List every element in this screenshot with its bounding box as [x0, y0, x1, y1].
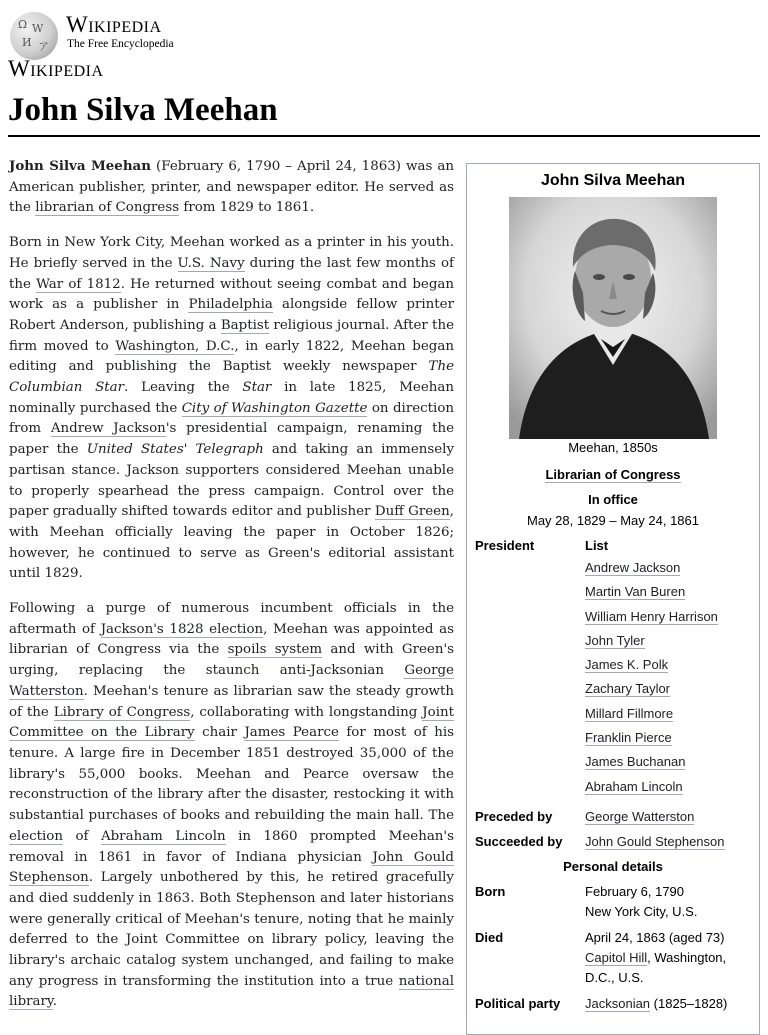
link-war-of-1812[interactable]: War of 1812: [36, 276, 121, 292]
link-president[interactable]: John Tyler: [585, 632, 645, 648]
text: . He returned without seeing combat and began work as a publisher in: [9, 276, 455, 313]
link-washington-dc[interactable]: Washington, D.C.: [115, 338, 235, 354]
text: , Washington, D.C., U.S.: [585, 950, 727, 985]
site-header: [8, 8, 760, 82]
text: alongside fellow printer Robert Anderson, publishing a: [9, 297, 454, 333]
text: Following a purge of numerous incumbent officials in the aftermath of: [9, 601, 454, 637]
link-librarian-of-congress[interactable]: librarian of Congress: [35, 200, 180, 216]
preceded-label: Preceded by: [475, 809, 553, 824]
text: . Largely unbothered by this, he retired gracefully and died suddenly in 1863. Both Stephenson and later historians were generally critical of Meehan's tenure, noting that he mainly deferred to the Joint Committee on library policy, leaving the library's archaic catalog system unchanged, and failing to make any progress in transforming the institution into a true: [9, 870, 454, 989]
died-date: April 24, 1863 (aged 73): [585, 930, 725, 945]
paragraph-librarian: [9, 599, 454, 1013]
link-duff-green[interactable]: Duff Green: [374, 504, 450, 520]
link-jacksons-1828-election[interactable]: Jackson's 1828 election: [100, 621, 264, 637]
in-office-label: In office: [588, 492, 638, 507]
tagline: The Free Encyclopedia: [67, 38, 174, 50]
portrait-image[interactable]: [509, 197, 717, 439]
text: (1825–1828): [650, 996, 728, 1011]
succeeded-value: [585, 832, 725, 852]
article-body: [9, 156, 454, 1027]
link-us-navy[interactable]: U.S. Navy: [177, 255, 245, 271]
died-label: Died: [475, 930, 504, 945]
party-label: Political party: [475, 996, 561, 1011]
born-value: [585, 882, 697, 922]
president-list-toggle[interactable]: List: [585, 538, 609, 553]
link-president[interactable]: William Henry Harrison: [585, 608, 718, 624]
link-national-library[interactable]: national library: [9, 973, 454, 1010]
link-spoils-system[interactable]: spoils system: [227, 642, 323, 658]
paragraph-intro: [9, 156, 454, 219]
text: .: [52, 994, 57, 1010]
list-item: [585, 560, 718, 584]
link-preceded-by[interactable]: George Watterston: [585, 809, 695, 824]
infobox: [466, 163, 760, 1035]
text: , Meehan was appointed as librarian of Congress via the: [9, 621, 454, 658]
list-item: [585, 754, 718, 778]
link-office-librarian-of-congress[interactable]: Librarian of Congress: [545, 467, 681, 482]
died-value: [585, 928, 745, 988]
preceded-value: [585, 807, 694, 827]
born-place: New York City, U.S.: [585, 904, 698, 919]
succeeded-label: Succeeded by: [475, 834, 563, 849]
link-president[interactable]: Abraham Lincoln: [585, 778, 683, 794]
text: 's presidential campaign, renaming the paper the: [9, 421, 454, 458]
link-philadelphia[interactable]: Philadelphia: [188, 297, 273, 313]
subject-name: John Silva Meehan: [9, 158, 151, 174]
text: for most of his tenure. A large fire in December 1851 destroyed 35,000 of the library's 55,000 books. Meehan and Pearce oversaw the reconstruction of the library after the disaster, restocking it with substantial purchases of books and rebuilding the main hall. The: [9, 725, 454, 824]
link-president[interactable]: Andrew Jackson: [585, 560, 681, 575]
paragraph-early-life: [9, 233, 454, 585]
list-item: [585, 706, 718, 730]
portrait-svg: [509, 197, 717, 439]
text: on direction from: [9, 400, 455, 437]
link-president[interactable]: James K. Polk: [585, 657, 669, 673]
link-library-of-congress[interactable]: Library of Congress: [53, 704, 191, 720]
link-george-watterston[interactable]: George Watterston: [9, 663, 454, 699]
title-divider: [8, 135, 760, 137]
list-item: [585, 730, 718, 754]
title-star: Star: [242, 380, 272, 396]
page-title: John Silva Meehan: [8, 92, 278, 128]
born-label: Born: [475, 884, 506, 899]
list-item: [585, 633, 718, 657]
died-place: [585, 948, 745, 988]
infobox-title: John Silva Meehan: [540, 172, 686, 189]
list-item: [585, 609, 718, 633]
president-list: [585, 560, 718, 803]
link-john-gould-stephenson[interactable]: John Gould Stephenson: [9, 849, 454, 886]
list-item: [585, 584, 718, 608]
text: (February 6, 1790 – April 24, 1863) was an American publisher, printer, and newspaper editor. He served as the: [9, 159, 455, 216]
link-election[interactable]: election: [9, 828, 63, 844]
list-item: [585, 681, 718, 705]
wordmark[interactable]: Wikipedia: [66, 12, 162, 37]
text: . Meehan's tenure as librarian saw the steady growth of the: [9, 683, 454, 720]
term-dates: May 28, 1829 – May 24, 1861: [526, 513, 699, 528]
title-united-states-telegraph: United States' Telegraph: [86, 442, 264, 458]
personal-details-header: Personal details: [563, 859, 663, 874]
party-value: [585, 994, 727, 1014]
text: and taking an immensely partisan stance. Jackson supporters considered Meehan unable to properly spearhead the press campaign. Control over the paper gradually shifted towards editor and publisher: [9, 442, 455, 520]
link-abraham-lincoln[interactable]: Abraham Lincoln: [100, 828, 226, 844]
link-president[interactable]: Zachary Taylor: [585, 681, 671, 697]
text: Born in New York City, Meehan worked as a printer in his youth. He briefly served in the: [9, 235, 454, 271]
title-columbian-star: The Columbian Star: [9, 359, 454, 396]
link-james-pearce[interactable]: James Pearce: [244, 725, 339, 741]
text: , with Meehan officially leaving the paper in October 1826; however, he continued to serve as Green's editorial assistant until 1829.: [9, 504, 454, 582]
link-baptist[interactable]: Baptist: [220, 317, 270, 333]
list-item: [585, 657, 718, 681]
link-capitol-hill[interactable]: Capitol Hill: [585, 950, 648, 965]
link-president[interactable]: Franklin Pierce: [585, 730, 672, 746]
wikipedia-globe-icon[interactable]: Ω W И ア: [10, 12, 58, 60]
link-andrew-jackson[interactable]: Andrew Jackson: [50, 421, 166, 437]
text: in 1860 prompted Meehan's removal in 1861 in favor of Indiana physician: [9, 828, 454, 865]
link-joint-committee[interactable]: Joint Committee on the Library: [9, 704, 454, 741]
link-president[interactable]: James Buchanan: [585, 754, 686, 770]
born-date: February 6, 1790: [585, 884, 685, 899]
text: in late 1825, Meehan nominally purchased the: [9, 380, 454, 416]
text: , in early 1822, Meehan began editing and publishing the Baptist weekly newspaper: [9, 338, 454, 375]
link-city-of-washington-gazette[interactable]: City of Washington Gazette: [181, 400, 368, 416]
wordmark-secondary[interactable]: Wikipedia: [8, 56, 104, 81]
text: religious journal. After the firm moved to: [9, 317, 454, 354]
president-label: President: [475, 538, 535, 553]
link-jacksonian[interactable]: Jacksonian: [585, 996, 651, 1011]
portrait-caption: Meehan, 1850s: [568, 440, 658, 455]
text: and with Green's urging, replacing the staunch anti-Jacksonian: [9, 642, 454, 679]
link-succeeded-by[interactable]: John Gould Stephenson: [585, 834, 725, 849]
text: of: [62, 828, 101, 844]
link-president[interactable]: Martin Van Buren: [585, 584, 686, 600]
list-item: [585, 779, 718, 803]
text: , collaborating with longstanding: [190, 704, 423, 720]
text: during the last few months of the: [9, 255, 454, 292]
link-president[interactable]: Millard Fillmore: [585, 705, 674, 721]
text: . Leaving the: [124, 380, 243, 396]
text: chair: [194, 725, 245, 741]
text: from 1829 to 1861.: [179, 200, 315, 216]
office-header: [467, 467, 759, 482]
